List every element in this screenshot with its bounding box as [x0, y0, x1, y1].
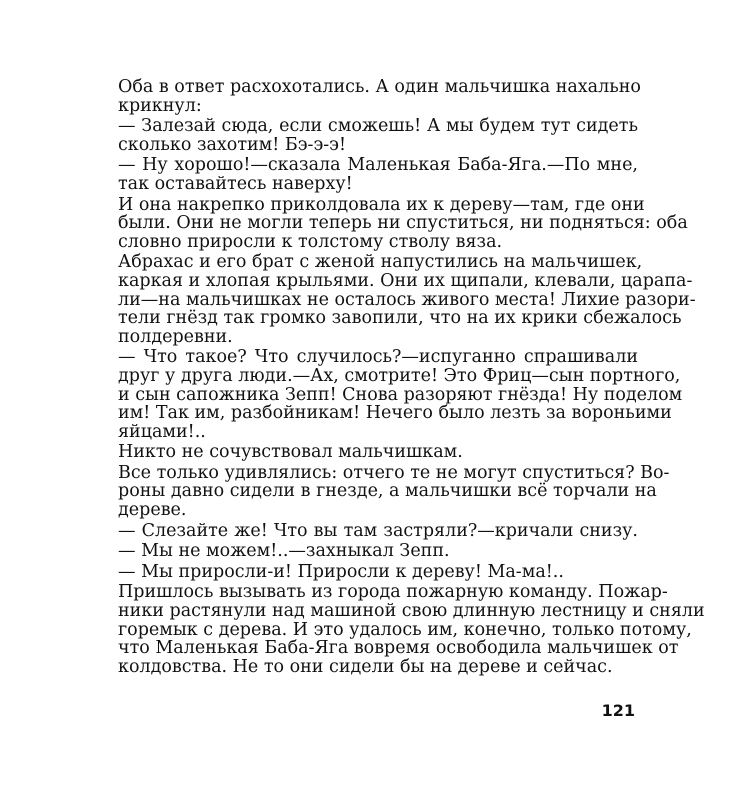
text-line: сколько захотим! Бэ-э-э! — [118, 134, 347, 155]
text-line: крикнул: — [118, 95, 202, 116]
text-line: — Слезайте же! Что вы там застряли?—кричали снизу. — [118, 520, 638, 541]
page-number: 121 — [601, 701, 635, 720]
text-line: каркая и хлопая крыльями. Они их щипали, клевали, царапа- — [118, 270, 693, 291]
text-line: тели гнёзд так громко завопили, что на их крики сбежалось — [118, 308, 682, 329]
text-line: горемык с дерева. И это удалось им, конечно, только потому, — [118, 619, 692, 640]
text-line: — Залезай сюда, если сможешь! А мы будем тут сидеть — [118, 116, 638, 137]
text-line: роны давно сидели в гнезде, а мальчишки всё торчали на — [118, 481, 657, 502]
text-line: что Маленькая Баба-Яга вовремя освободила мальчишек от — [118, 638, 679, 659]
text-line: Абрахас и его брат с женой напустились на мальчишек, — [118, 252, 643, 273]
text-line: Никто не сочувствовал мальчишкам. — [118, 442, 463, 463]
text-line: колдовства. Не то они сидели бы на дереве и сейчас. — [118, 656, 613, 677]
text-line: ли—на мальчишках не осталось живого места! Лихие разори- — [118, 289, 696, 310]
text-line: — Ну хорошо!—сказала Маленькая Баба-Яга.—По мне, — [118, 155, 638, 176]
text-line: — Мы не можем!..—захныкал Зепп. — [118, 541, 450, 562]
text-line: Все только удивлялись: отчего те не могут спуститься? Во- — [118, 462, 670, 483]
text-line: — Что такое? Что случилось?—испуганно спрашивали — [118, 347, 638, 368]
text-line: друг у друга люди.—Ах, смотрите! Это Фриц—сын портного, — [118, 365, 681, 386]
text-line: ники растянули над машиной свою длинную лестницу и сняли — [118, 601, 705, 622]
text-line: полдеревни. — [118, 326, 233, 347]
text-line: так оставайтесь наверху! — [118, 173, 353, 194]
text-line: И она накрепко приколдовала их к дереву—там, где они — [118, 194, 645, 215]
text-line: Оба в ответ расхохотались. А один мальчишка нахально — [118, 77, 641, 97]
text-line: Пришлось вызывать из города пожарную команду. Пожар- — [118, 582, 668, 603]
text-line: и сын сапожника Зепп! Снова разоряют гнёзда! Ну поделом — [118, 384, 683, 405]
text-line: дереве. — [118, 500, 187, 521]
text-line: им! Так им, разбойникам! Нечего было лезть за вороньими — [118, 403, 672, 424]
text-line: яйцами!.. — [118, 421, 206, 442]
text-line: словно приросли к толстому стволу вяза. — [118, 231, 503, 252]
text-line: были. Они не могли теперь ни спуститься, ни подняться: оба — [118, 213, 688, 234]
text-line: — Мы приросли-и! Приросли к дереву! Ма-ма!.. — [118, 561, 564, 582]
page-text — [118, 77, 705, 677]
